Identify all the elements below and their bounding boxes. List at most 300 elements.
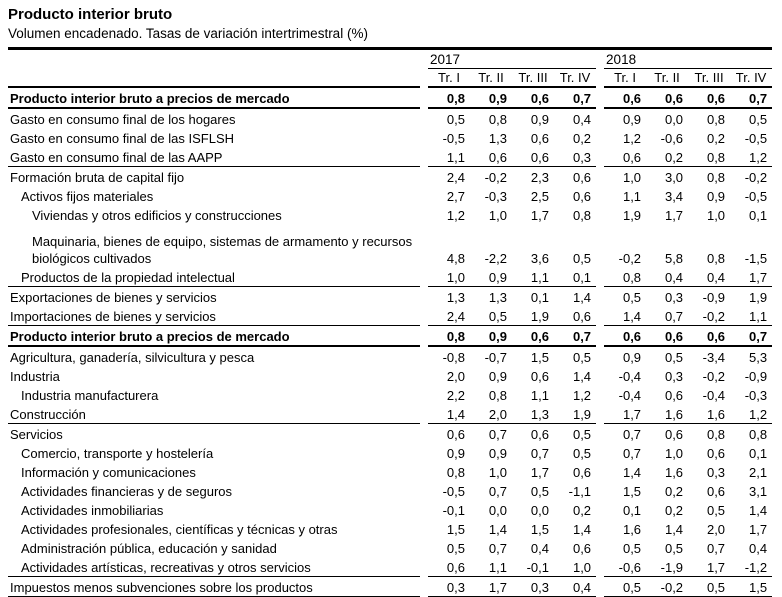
value-cell: 0,8 bbox=[688, 108, 730, 128]
value-cell: 0,7 bbox=[622, 446, 642, 461]
value-cell: 0,6 bbox=[706, 446, 726, 461]
value-cell: 0,0 bbox=[530, 503, 549, 518]
value-cell: 1,0 bbox=[604, 167, 646, 187]
value-cell: 5,8 bbox=[664, 251, 684, 266]
value-cell: 0,9 bbox=[512, 108, 554, 128]
group-gap bbox=[596, 128, 604, 147]
value-cell: 1,7 bbox=[530, 208, 549, 223]
row-label: Importaciones de bienes y servicios bbox=[10, 309, 216, 324]
value-cell: 0,5 bbox=[706, 503, 726, 518]
value-cell: -0,1 bbox=[442, 503, 465, 518]
value-cell: -0,5 bbox=[442, 484, 465, 499]
quarter-header: Tr. I bbox=[614, 70, 636, 85]
table-row bbox=[8, 205, 772, 224]
value-cell: 2,2 bbox=[446, 388, 465, 403]
group-gap bbox=[596, 287, 604, 307]
row-label: Industria bbox=[10, 369, 60, 384]
value-cell: 0,6 bbox=[646, 424, 688, 444]
group-gap bbox=[420, 424, 428, 444]
value-cell: 3,4 bbox=[664, 189, 684, 204]
table-row bbox=[8, 287, 772, 307]
value-cell: 0,6 bbox=[622, 150, 642, 165]
group-gap bbox=[420, 462, 428, 481]
value-cell: 0,6 bbox=[554, 167, 596, 187]
value-cell: 1,6 bbox=[622, 522, 642, 537]
value-cell: 0,7 bbox=[530, 446, 549, 461]
row-label: Gasto en consumo final de las AAPP bbox=[10, 150, 223, 165]
table-row bbox=[8, 346, 772, 366]
value-cell: 5,3 bbox=[730, 346, 772, 366]
value-cell: 0,5 bbox=[572, 251, 592, 266]
group-gap bbox=[596, 186, 604, 205]
group-gap bbox=[596, 50, 604, 69]
value-cell: 0,9 bbox=[488, 270, 507, 285]
value-cell: 2,0 bbox=[706, 522, 726, 537]
group-gap bbox=[596, 538, 604, 557]
table-row bbox=[8, 500, 772, 519]
value-cell: 0,5 bbox=[604, 577, 646, 597]
value-cell: 1,4 bbox=[622, 465, 642, 480]
value-cell: 0,7 bbox=[604, 424, 646, 444]
header-spacer bbox=[8, 69, 420, 88]
value-cell: 0,9 bbox=[470, 87, 512, 108]
value-cell: -0,5 bbox=[744, 189, 768, 204]
value-cell: 0,9 bbox=[604, 108, 646, 128]
value-cell: 1,4 bbox=[572, 522, 592, 537]
value-cell: 0,6 bbox=[646, 326, 688, 347]
page-subtitle: Volumen encadenado. Tasas de variación intertrimestral (%) bbox=[8, 26, 368, 41]
group-gap bbox=[596, 462, 604, 481]
group-gap bbox=[596, 205, 604, 224]
value-cell: 0,2 bbox=[664, 484, 684, 499]
value-cell: 1,0 bbox=[488, 465, 507, 480]
value-cell: 0,5 bbox=[664, 541, 684, 556]
group-gap bbox=[420, 404, 428, 424]
value-cell: 1,5 bbox=[730, 577, 772, 597]
value-cell: -0,6 bbox=[660, 131, 684, 146]
value-cell: 0,4 bbox=[554, 108, 596, 128]
table-row bbox=[8, 443, 772, 462]
value-cell: 1,1 bbox=[622, 189, 642, 204]
value-cell: 1,5 bbox=[530, 522, 549, 537]
value-cell: -1,1 bbox=[568, 484, 592, 499]
value-cell: 0,8 bbox=[446, 465, 465, 480]
value-cell: 1,0 bbox=[706, 208, 726, 223]
value-cell: 0,9 bbox=[604, 346, 646, 366]
value-cell: 1,7 bbox=[622, 407, 642, 422]
group-gap bbox=[420, 519, 428, 538]
value-cell: 0,4 bbox=[554, 577, 596, 597]
group-gap bbox=[420, 205, 428, 224]
value-cell: 0,6 bbox=[428, 424, 470, 444]
group-gap bbox=[596, 224, 604, 267]
value-cell: 0,5 bbox=[688, 577, 730, 597]
group-gap bbox=[596, 147, 604, 167]
value-cell: 0,2 bbox=[572, 131, 592, 146]
group-gap bbox=[420, 500, 428, 519]
group-gap bbox=[596, 87, 604, 108]
value-cell: 0,6 bbox=[688, 87, 730, 108]
value-cell: 0,7 bbox=[554, 326, 596, 347]
row-label: Actividades profesionales, científicas y técnicas y otras bbox=[21, 522, 338, 537]
table-row bbox=[8, 481, 772, 500]
quarter-header: Tr. IV bbox=[735, 70, 767, 85]
value-cell: 0,6 bbox=[572, 189, 592, 204]
value-cell: 1,7 bbox=[470, 577, 512, 597]
value-cell: 1,3 bbox=[470, 287, 512, 307]
table-row bbox=[8, 224, 772, 267]
quarter-header: Tr. III bbox=[518, 70, 548, 85]
year-header-2018: 2018 bbox=[604, 50, 772, 69]
value-cell: 3,6 bbox=[530, 251, 549, 266]
value-cell: 0,6 bbox=[572, 541, 592, 556]
value-cell: -0,2 bbox=[702, 369, 726, 384]
value-cell: 0,5 bbox=[554, 424, 596, 444]
value-cell: 0,8 bbox=[470, 108, 512, 128]
group-gap bbox=[420, 481, 428, 500]
value-cell: 0,3 bbox=[646, 287, 688, 307]
value-cell: 1,4 bbox=[664, 522, 684, 537]
group-gap bbox=[596, 577, 604, 597]
table-row bbox=[8, 424, 772, 444]
quarter-header: Tr. III bbox=[694, 70, 724, 85]
row-label: Actividades financieras y de seguros bbox=[21, 484, 233, 499]
group-gap bbox=[420, 287, 428, 307]
value-cell: 0,2 bbox=[572, 503, 592, 518]
value-cell: 1,9 bbox=[572, 407, 592, 422]
value-cell: 2,0 bbox=[488, 407, 507, 422]
value-cell: 0,5 bbox=[488, 309, 507, 324]
value-cell: 0,7 bbox=[554, 87, 596, 108]
year-header-2017: 2017 bbox=[428, 50, 596, 69]
group-gap bbox=[596, 519, 604, 538]
value-cell: 0,5 bbox=[572, 446, 592, 461]
quarter-header: Tr. II bbox=[654, 70, 680, 85]
value-cell: 1,7 bbox=[706, 560, 726, 575]
value-cell: 0,7 bbox=[730, 87, 772, 108]
value-cell: 1,0 bbox=[664, 446, 684, 461]
table-row bbox=[8, 128, 772, 147]
value-cell: 1,5 bbox=[512, 346, 554, 366]
value-cell: 1,2 bbox=[749, 150, 768, 165]
value-cell: 1,2 bbox=[446, 208, 465, 223]
group-gap bbox=[596, 424, 604, 444]
value-cell: -1,9 bbox=[660, 560, 684, 575]
group-gap bbox=[596, 366, 604, 385]
value-cell: 0,6 bbox=[604, 87, 646, 108]
quarter-header: Tr. IV bbox=[559, 70, 591, 85]
value-cell: 1,6 bbox=[664, 407, 684, 422]
value-cell: 0,1 bbox=[749, 446, 768, 461]
table-row bbox=[8, 385, 772, 404]
table-row bbox=[8, 577, 772, 597]
value-cell: -0,2 bbox=[702, 309, 726, 324]
value-cell: 0,6 bbox=[688, 326, 730, 347]
value-cell: 2,4 bbox=[428, 167, 470, 187]
group-gap bbox=[596, 69, 604, 88]
value-cell: 1,5 bbox=[446, 522, 465, 537]
value-cell: 1,3 bbox=[530, 407, 549, 422]
group-gap bbox=[420, 128, 428, 147]
value-cell: 0,6 bbox=[488, 150, 507, 165]
year-header-row bbox=[8, 50, 772, 69]
value-cell: 2,0 bbox=[446, 369, 465, 384]
table-row bbox=[8, 538, 772, 557]
value-cell: 0,2 bbox=[706, 131, 726, 146]
value-cell: 0,6 bbox=[530, 131, 549, 146]
group-gap bbox=[596, 481, 604, 500]
group-gap bbox=[596, 326, 604, 347]
value-cell: -3,4 bbox=[688, 346, 730, 366]
value-cell: 0,3 bbox=[664, 369, 684, 384]
value-cell: 1,2 bbox=[749, 407, 768, 422]
value-cell: 1,4 bbox=[446, 407, 465, 422]
value-cell: 1,7 bbox=[749, 522, 768, 537]
value-cell: 1,1 bbox=[488, 560, 507, 575]
value-cell: -0,2 bbox=[730, 167, 772, 187]
quarter-header: Tr. II bbox=[478, 70, 504, 85]
group-gap bbox=[596, 500, 604, 519]
value-cell: 0,6 bbox=[512, 424, 554, 444]
value-cell: 1,6 bbox=[706, 407, 726, 422]
table-row bbox=[8, 366, 772, 385]
row-label: Formación bruta de capital fijo bbox=[8, 167, 420, 187]
value-cell: 2,5 bbox=[530, 189, 549, 204]
value-cell: -0,4 bbox=[618, 369, 642, 384]
value-cell: 0,6 bbox=[646, 87, 688, 108]
row-label: Comercio, transporte y hostelería bbox=[21, 446, 214, 461]
value-cell: 0,7 bbox=[488, 541, 507, 556]
value-cell: -0,3 bbox=[484, 189, 507, 204]
table-row bbox=[8, 108, 772, 128]
value-cell: 3,0 bbox=[646, 167, 688, 187]
value-cell: 2,1 bbox=[749, 465, 768, 480]
value-cell: 0,6 bbox=[572, 465, 592, 480]
value-cell: -0,5 bbox=[744, 131, 768, 146]
group-gap bbox=[596, 306, 604, 326]
row-label: Industria manufacturera bbox=[21, 388, 159, 403]
value-cell: 1,1 bbox=[530, 270, 549, 285]
value-cell: 1,4 bbox=[622, 309, 642, 324]
value-cell: 1,1 bbox=[530, 388, 549, 403]
row-label: Servicios bbox=[8, 424, 420, 444]
value-cell: 0,1 bbox=[749, 208, 768, 223]
value-cell: 0,3 bbox=[428, 577, 470, 597]
value-cell: -0,7 bbox=[470, 346, 512, 366]
value-cell: -0,5 bbox=[442, 131, 465, 146]
value-cell: 1,3 bbox=[428, 287, 470, 307]
value-cell: 1,0 bbox=[488, 208, 507, 223]
value-cell: 1,1 bbox=[749, 309, 768, 324]
value-cell: -0,9 bbox=[688, 287, 730, 307]
table-row bbox=[8, 557, 772, 577]
row-label: Gasto en consumo final de las ISFLSH bbox=[10, 131, 235, 146]
row-label: Maquinaria, bienes de equipo, sistemas de armamento y recursos biológicos cultivados bbox=[32, 234, 413, 266]
group-gap bbox=[420, 267, 428, 287]
value-cell: -1,5 bbox=[744, 251, 768, 266]
value-cell: 0,9 bbox=[446, 446, 465, 461]
row-label: Actividades artísticas, recreativas y otros servicios bbox=[21, 560, 311, 575]
value-cell: -0,3 bbox=[744, 388, 768, 403]
value-cell: 0,6 bbox=[604, 326, 646, 347]
value-cell: 0,5 bbox=[428, 108, 470, 128]
value-cell: 0,8 bbox=[706, 251, 726, 266]
value-cell: 0,8 bbox=[622, 270, 642, 285]
group-gap bbox=[420, 366, 428, 385]
table-row bbox=[8, 462, 772, 481]
value-cell: -0,4 bbox=[618, 388, 642, 403]
group-gap bbox=[420, 443, 428, 462]
value-cell: -0,8 bbox=[428, 346, 470, 366]
row-label: Gasto en consumo final de los hogares bbox=[8, 108, 420, 128]
value-cell: 0,3 bbox=[512, 577, 554, 597]
header-spacer bbox=[8, 50, 420, 69]
table-row bbox=[8, 267, 772, 287]
group-gap bbox=[420, 577, 428, 597]
value-cell: 0,5 bbox=[446, 541, 465, 556]
value-cell: 0,4 bbox=[664, 270, 684, 285]
value-cell: 0,1 bbox=[512, 287, 554, 307]
page-title: Producto interior bruto bbox=[8, 6, 173, 23]
table-row bbox=[8, 306, 772, 326]
table-row bbox=[8, 87, 772, 108]
value-cell: 0,7 bbox=[488, 484, 507, 499]
value-cell: 1,0 bbox=[446, 270, 465, 285]
value-cell: -0,2 bbox=[618, 251, 642, 266]
value-cell: 0,6 bbox=[530, 150, 549, 165]
table-row bbox=[8, 404, 772, 424]
value-cell: 0,5 bbox=[622, 541, 642, 556]
value-cell: 0,6 bbox=[706, 484, 726, 499]
value-cell: 0,6 bbox=[664, 388, 684, 403]
row-label: Producto interior bruto a precios de mercado bbox=[8, 87, 420, 108]
row-label: Actividades inmobiliarias bbox=[21, 503, 164, 518]
row-label: Viviendas y otros edificios y construcciones bbox=[32, 208, 282, 223]
value-cell: 1,0 bbox=[572, 560, 592, 575]
value-cell: 1,6 bbox=[664, 465, 684, 480]
table-row bbox=[8, 147, 772, 167]
value-cell: -0,6 bbox=[618, 560, 642, 575]
quarter-header: Tr. I bbox=[438, 70, 460, 85]
value-cell: 0,8 bbox=[688, 167, 730, 187]
value-cell: 0,7 bbox=[706, 541, 726, 556]
table-row bbox=[8, 186, 772, 205]
value-cell: 0,7 bbox=[470, 424, 512, 444]
value-cell: 1,4 bbox=[488, 522, 507, 537]
row-label: Producto interior bruto a precios de mercado bbox=[8, 326, 420, 347]
value-cell: 0,6 bbox=[572, 309, 592, 324]
value-cell: 1,1 bbox=[446, 150, 465, 165]
group-gap bbox=[420, 306, 428, 326]
value-cell: -0,2 bbox=[646, 577, 688, 597]
value-cell: 1,7 bbox=[664, 208, 684, 223]
value-cell: 0,9 bbox=[488, 446, 507, 461]
group-gap bbox=[596, 108, 604, 128]
gdp-table bbox=[8, 50, 772, 597]
value-cell: 1,4 bbox=[749, 503, 768, 518]
group-gap bbox=[420, 69, 428, 88]
value-cell: 0,0 bbox=[488, 503, 507, 518]
group-gap bbox=[420, 186, 428, 205]
value-cell: 0,5 bbox=[646, 346, 688, 366]
group-gap bbox=[420, 326, 428, 347]
row-label: Exportaciones de bienes y servicios bbox=[8, 287, 420, 307]
group-gap bbox=[596, 167, 604, 187]
value-cell: 2,4 bbox=[446, 309, 465, 324]
value-cell: 0,9 bbox=[706, 189, 726, 204]
table-row bbox=[8, 167, 772, 187]
value-cell: 0,6 bbox=[512, 87, 554, 108]
group-gap bbox=[420, 147, 428, 167]
group-gap bbox=[420, 224, 428, 267]
group-gap bbox=[596, 385, 604, 404]
group-gap bbox=[420, 385, 428, 404]
value-cell: 0,8 bbox=[730, 424, 772, 444]
group-gap bbox=[420, 538, 428, 557]
value-cell: 0,5 bbox=[730, 108, 772, 128]
value-cell: -0,9 bbox=[744, 369, 768, 384]
value-cell: 1,7 bbox=[530, 465, 549, 480]
value-cell: 0,1 bbox=[622, 503, 642, 518]
row-label: Información y comunicaciones bbox=[21, 465, 196, 480]
value-cell: 0,7 bbox=[730, 326, 772, 347]
group-gap bbox=[596, 346, 604, 366]
row-label: Activos fijos materiales bbox=[21, 189, 154, 204]
value-cell: 1,9 bbox=[730, 287, 772, 307]
value-cell: 1,7 bbox=[749, 270, 768, 285]
value-cell: -0,4 bbox=[702, 388, 726, 403]
value-cell: 0,5 bbox=[554, 346, 596, 366]
value-cell: 0,9 bbox=[470, 326, 512, 347]
value-cell: 0,3 bbox=[572, 150, 592, 165]
value-cell: 0,6 bbox=[530, 369, 549, 384]
group-gap bbox=[596, 557, 604, 577]
group-gap bbox=[596, 267, 604, 287]
value-cell: 1,2 bbox=[572, 388, 592, 403]
row-label: Administración pública, educación y sanidad bbox=[21, 541, 277, 556]
value-cell: 4,8 bbox=[446, 251, 465, 266]
row-label: Agricultura, ganadería, silvicultura y pesca bbox=[8, 346, 420, 366]
value-cell: 0,4 bbox=[749, 541, 768, 556]
value-cell: 0,1 bbox=[572, 270, 592, 285]
value-cell: 1,4 bbox=[554, 287, 596, 307]
value-cell: 0,4 bbox=[706, 270, 726, 285]
value-cell: 1,4 bbox=[572, 369, 592, 384]
value-cell: 3,1 bbox=[749, 484, 768, 499]
value-cell: -1,2 bbox=[744, 560, 768, 575]
row-label: Construcción bbox=[10, 407, 86, 422]
group-gap bbox=[420, 108, 428, 128]
value-cell: 0,3 bbox=[706, 465, 726, 480]
row-label: Productos de la propiedad intelectual bbox=[21, 270, 235, 285]
value-cell: 0,8 bbox=[428, 87, 470, 108]
value-cell: 0,4 bbox=[530, 541, 549, 556]
group-gap bbox=[420, 50, 428, 69]
value-cell: 2,7 bbox=[446, 189, 465, 204]
value-cell: 0,5 bbox=[530, 484, 549, 499]
value-cell: 0,8 bbox=[488, 388, 507, 403]
group-gap bbox=[420, 87, 428, 108]
group-gap bbox=[420, 557, 428, 577]
value-cell: 1,5 bbox=[622, 484, 642, 499]
value-cell: 1,3 bbox=[488, 131, 507, 146]
value-cell: 0,6 bbox=[446, 560, 465, 575]
value-cell: 0,8 bbox=[688, 424, 730, 444]
row-label: Impuestos menos subvenciones sobre los productos bbox=[8, 577, 420, 597]
value-cell: 0,6 bbox=[512, 326, 554, 347]
group-gap bbox=[596, 443, 604, 462]
value-cell: -2,2 bbox=[484, 251, 507, 266]
